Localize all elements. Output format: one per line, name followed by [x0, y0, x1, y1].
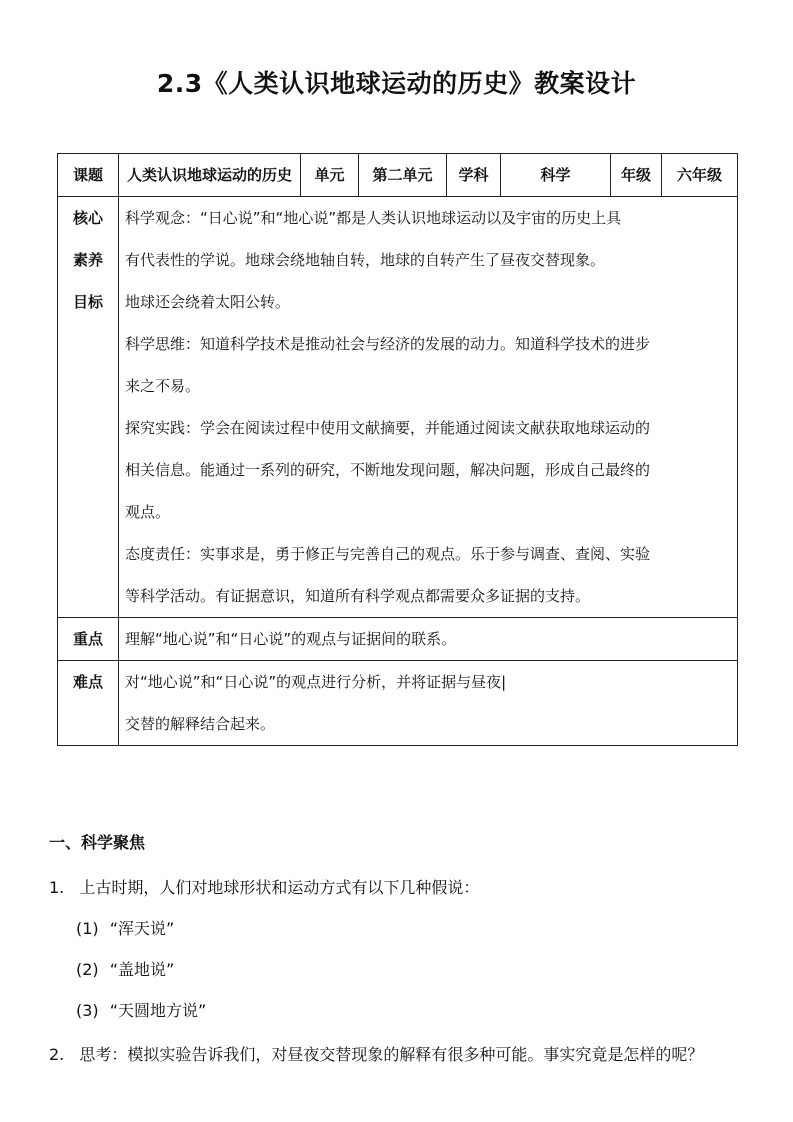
document-title: 2.3《人类认识地球运动的历史》教案设计: [156, 69, 637, 98]
key-point-text: 理解“地心说”和“日心说”的观点与证据间的联系。: [119, 618, 738, 661]
list-item-1: [49, 875, 479, 898]
core-line: 有代表性的学说。地球会绕地轴自转，地球的自转产生了昼夜交替现象。: [125, 251, 606, 269]
core-line: 等科学活动。有证据意识，知道所有科学观点都需要众多证据的支持。: [125, 587, 591, 605]
core-literacy-content: [119, 197, 738, 618]
list-text: 思考：模拟实验告诉我们，对昼夜交替现象的解释有很多种可能。事实究竟是怎样的呢？: [79, 1045, 704, 1064]
core-literacy-row: [58, 197, 738, 618]
core-line: 探究实践：学会在阅读过程中使用文献摘要，并能通过阅读文献获取地球运动的: [125, 419, 651, 437]
core-line: 地球还会绕着太阳公转。: [125, 293, 291, 311]
sub-item-3: [76, 998, 206, 1021]
unit-label: 单元: [301, 154, 359, 197]
sub-text: “盖地说”: [109, 960, 175, 979]
topic-value: 人类认识地球运动的历史: [119, 154, 301, 197]
core-label-line: 核心: [72, 209, 103, 227]
unit-value: 第二单元: [359, 154, 447, 197]
sub-text: “浑天说”: [109, 919, 175, 938]
difficult-line: 交替的解释结合起来。: [125, 715, 276, 733]
sub-text: “天圆地方说”: [109, 1001, 207, 1020]
subject-value: 科学: [501, 154, 611, 197]
sub-number: (2): [76, 960, 99, 979]
difficult-point-content: [119, 661, 738, 746]
key-point-row: [58, 618, 738, 661]
difficult-point-row: [58, 661, 738, 746]
section-heading: 一、科学聚焦: [49, 833, 146, 852]
sub-number: (1): [76, 919, 99, 938]
list-item-2: [49, 1042, 703, 1065]
core-label-line: 目标: [72, 293, 103, 311]
grade-label: 年级: [611, 154, 662, 197]
subject-label: 学科: [447, 154, 501, 197]
key-point-label: 重点: [58, 618, 119, 661]
core-label-line: 素养: [72, 251, 103, 269]
core-line: 科学思维：知道科学技术是推动社会与经济的发展的动力。知道科学技术的进步: [125, 335, 651, 353]
core-line: 来之不易。: [125, 377, 201, 395]
difficult-line: 对“地心说”和“日心说”的观点进行分析，并将证据与昼夜|: [125, 673, 507, 691]
topic-label: 课题: [58, 154, 119, 197]
lesson-plan-table: [57, 153, 738, 746]
core-line: 态度责任：实事求是，勇于修正与完善自己的观点。乐于参与调查、查阅、实验: [125, 545, 651, 563]
core-line: 科学观念：“日心说”和“地心说”都是人类认识地球运动以及宇宙的历史上具: [125, 209, 622, 227]
list-text: 上古时期，人们对地球形状和运动方式有以下几种假说：: [79, 878, 480, 897]
core-line: 观点。: [125, 503, 171, 521]
list-number: 2.: [49, 1045, 65, 1064]
grade-value: 六年级: [662, 154, 738, 197]
core-line: 相关信息。能通过一系列的研究，不断地发现问题，解决问题，形成自己最终的: [125, 461, 651, 479]
core-literacy-label: [58, 197, 119, 618]
list-number: 1.: [49, 878, 65, 897]
header-row: [58, 154, 738, 197]
sub-number: (3): [76, 1001, 99, 1020]
sub-item-1: [76, 916, 174, 939]
difficult-point-label: 难点: [58, 661, 119, 746]
sub-item-2: [76, 957, 174, 980]
